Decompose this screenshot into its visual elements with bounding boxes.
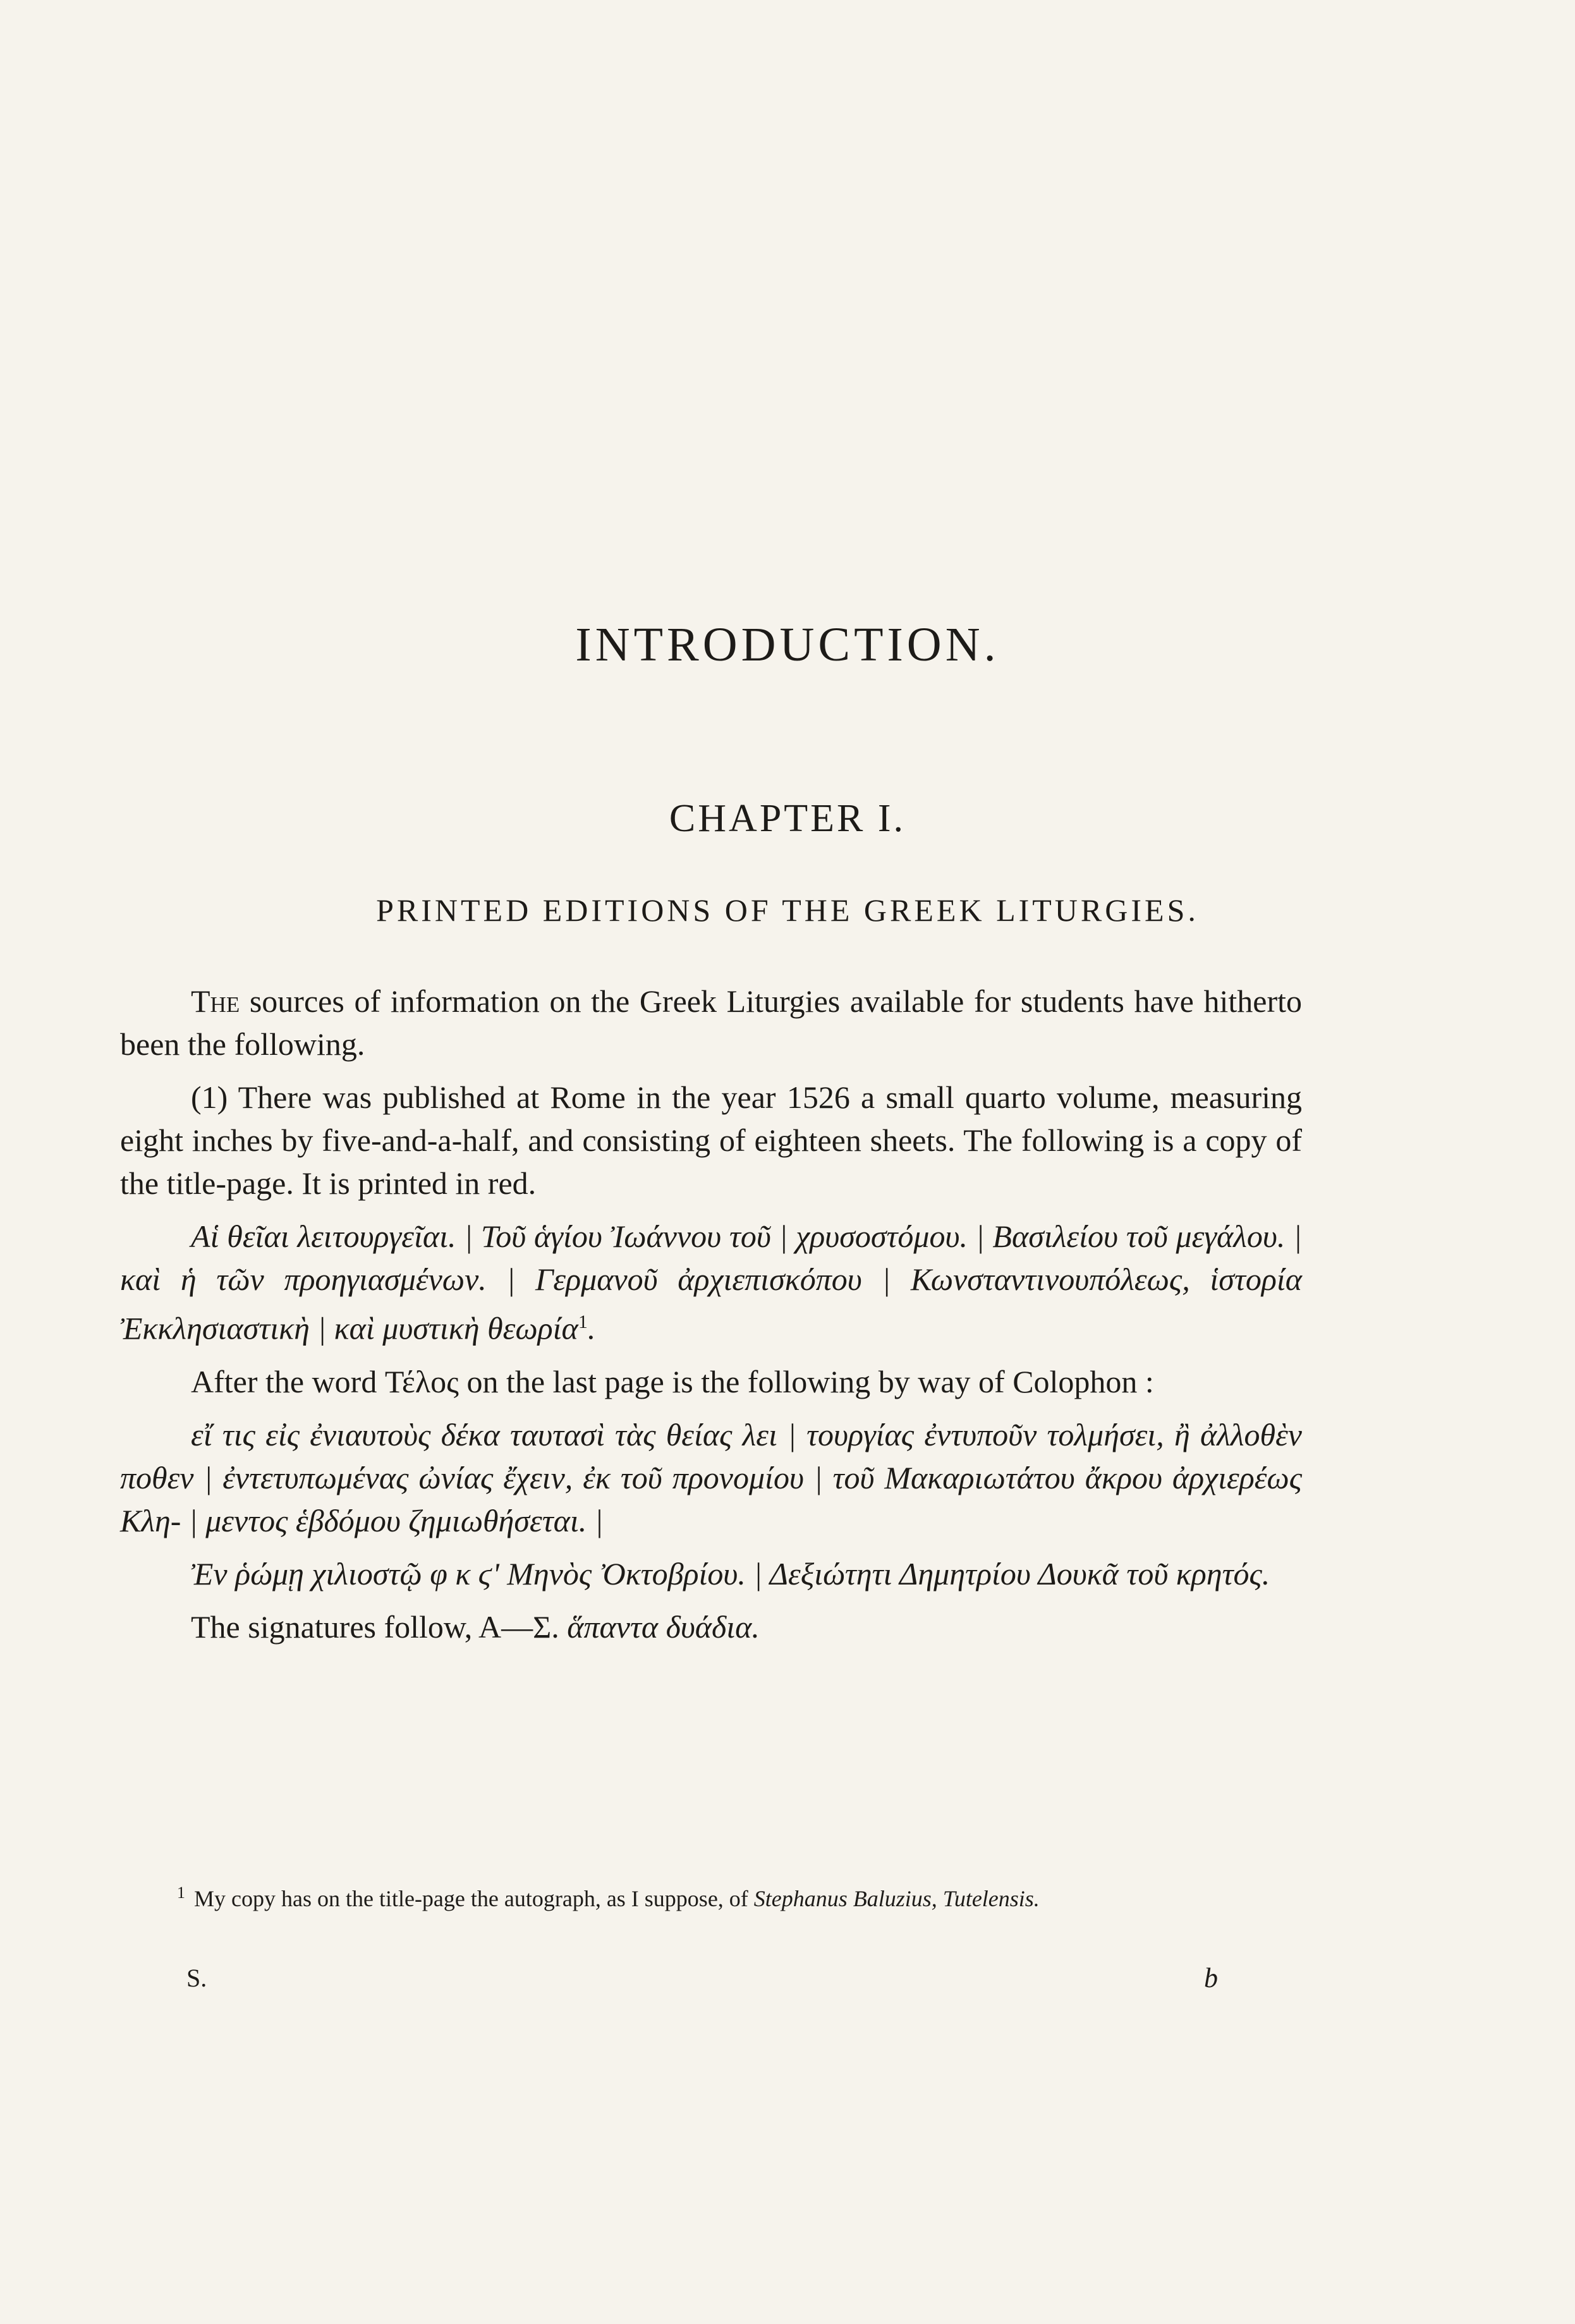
greek-imprint: Ἐν ῥώμῃ χιλιοστῷ φ κ ϛ' Μηνὸς Ὀκτοβρίου. | Δεξιώτητι Δημητρίου Δουκᾶ τοῦ κρητός. <box>191 1555 1270 1591</box>
paragraph-signatures <box>120 1605 1302 1648</box>
footnote-reference: 1 <box>578 1311 588 1332</box>
chapter-heading: CHAPTER I. <box>669 797 906 840</box>
paragraph-colophon-intro: After the word Τέλος on the last page is the following by way of Colophon : <box>191 1363 1154 1399</box>
paragraph-edition-1526: (1) There was published at Rome in the year 1526 a small quarto volume, measuring eight inches by five-and-a-half, and consisting of eighteen sheets. The following is a copy of the title-page. It is printed in red. <box>120 1080 1302 1201</box>
footnote-text: My copy has on the title-page the autograph, as I suppose, of <box>194 1886 754 1911</box>
greek-colophon: εἴ τις εἰς ἐνιαυτοὺς δέκα ταυτασὶ τὰς θείας λει | τουργίας ἐντυποῦν τολμήσει, ἢ ἀλλοθὲν ποθεν | ἐντετυπωμένας ὠνίας ἔχειν, ἐκ τοῦ προνομίου | τοῦ Μακαριωτάτου ἄκρου ἀρχιερέως Κλη- | μεντος ἑβδόμου ζημιωθήσεται. | <box>120 1416 1302 1538</box>
lead-word: The <box>191 983 240 1019</box>
footnote-marker: 1 <box>177 1883 185 1902</box>
paragraph-sources <box>120 980 1302 1066</box>
greek-title-page <box>120 1215 1302 1350</box>
greek-title-text: Αἱ θεῖαι λειτουργεῖαι. | Τοῦ ἁγίου Ἰωάννου τοῦ | χρυσοστόμου. | Βασιλείου τοῦ μεγάλου. | καὶ ἡ τῶν προηγιασμένων. | Γερμανοῦ ἀρχιεπισκόπου | Κωνσταντινουπόλεως, ἱστορία Ἐκκλησιαστικὴ | καὶ μυστικὴ θεωρία <box>120 1219 1302 1346</box>
signatures-text: The signatures follow, A—Σ. <box>191 1609 568 1645</box>
page-title: INTRODUCTION. <box>575 618 1000 671</box>
chapter-subtitle: PRINTED EDITIONS OF THE GREEK LITURGIES. <box>376 892 1199 928</box>
printer-signature-left: S. <box>186 1964 207 1992</box>
paragraph-text: sources of information on the Greek Liturgies available for students have hitherto been the following. <box>120 983 1302 1062</box>
signatures-greek: ἅπαντα δυάδια. <box>567 1609 760 1645</box>
printer-signature-right: b <box>1204 1962 1218 1993</box>
footnote <box>120 1877 1302 1914</box>
greek-title-end: . <box>587 1310 596 1346</box>
footnote-autograph-name: Stephanus Baluzius, Tutelensis. <box>753 1886 1040 1911</box>
body-text <box>120 980 1302 1658</box>
